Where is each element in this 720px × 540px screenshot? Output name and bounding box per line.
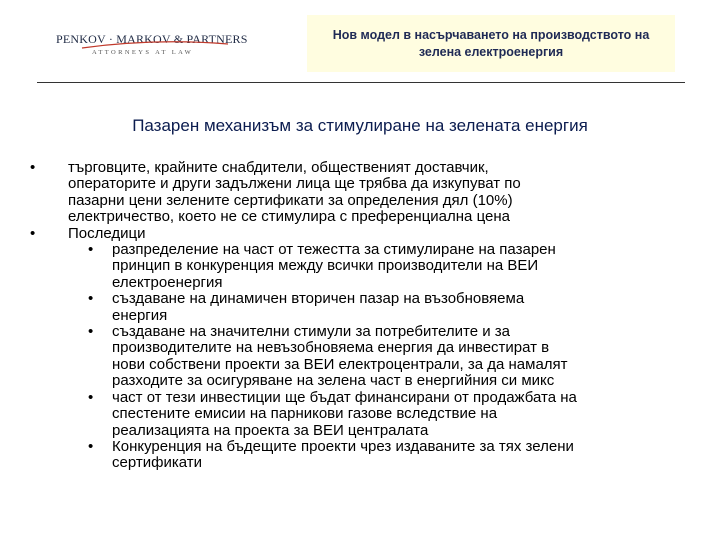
bullet-dot-icon: • <box>88 290 94 308</box>
sub-bullet-line: спестените емисии на парникови газове вследствие на <box>112 405 498 423</box>
sub-bullet-line: сертификати <box>112 454 202 472</box>
sub-bullet-line: нови собствени проекти за ВЕИ електроцентрали, за да намалят <box>112 355 568 373</box>
logo-name: PENKOV · MARKOV & PARTNERS <box>56 32 248 46</box>
sub-bullet-line: създаване на значителни стимули за потребителите и за <box>112 323 510 341</box>
bullet-line: пазарни цени зелените сертификати за определения дял (10%) <box>68 191 513 209</box>
header-banner <box>307 15 675 72</box>
sub-bullet-line: създаване на динамичен вторичен пазар на възобновяема <box>112 290 525 308</box>
bullet-item <box>28 226 688 242</box>
bullet-line: търговците, крайните снабдители, общественият доставчик, <box>68 159 489 176</box>
bullet-dot-icon: • <box>88 323 94 341</box>
sub-bullet-item <box>28 324 688 390</box>
logo-subtitle: ATTORNEYS AT LAW <box>92 49 194 56</box>
sub-bullet-line: Конкуренция на бъдещите проекти чрез издаваните за тях зелени <box>112 437 574 455</box>
company-logo <box>50 28 248 68</box>
sub-bullet-line: производителите на невъзобновяема енергия да инвестират в <box>112 339 550 357</box>
bullet-dot-icon: • <box>30 159 36 176</box>
sub-bullet-line: част от тези инвестиции ще бъдат финансирани от продажбата на <box>112 388 577 406</box>
sub-bullet-line: реализацията на проекта за ВЕИ централата <box>112 421 429 439</box>
bullet-item <box>28 160 688 226</box>
slide-content <box>28 160 688 472</box>
sub-bullet-item <box>28 390 688 439</box>
bullet-dot-icon: • <box>88 437 94 455</box>
sub-bullet-list <box>28 242 688 472</box>
header-divider <box>37 82 685 83</box>
bullet-dot-icon: • <box>88 241 94 259</box>
sub-bullet-line: разпределение на част от тежестта за стимулиране на пазарен <box>112 241 556 259</box>
bullet-dot-icon: • <box>30 224 36 242</box>
sub-bullet-item <box>28 242 688 291</box>
sub-bullet-line: принцип в конкуренция между всички производители на ВЕИ <box>112 257 539 275</box>
bullet-line: Последици <box>68 224 146 242</box>
bullet-dot-icon: • <box>88 388 94 406</box>
header-line-2: зелена електроенергия <box>418 44 564 59</box>
slide-title: Пазарен механизъм за стимулиране на зелената енергия <box>132 116 588 135</box>
bullet-line: операторите и други задължени лица ще трябва да изкупуват по <box>68 175 521 193</box>
sub-bullet-item <box>28 439 688 472</box>
sub-bullet-line: електроенергия <box>112 273 223 291</box>
header-line-1: Нов модел в насърчаването на производството на <box>332 27 650 42</box>
sub-bullet-line: енергия <box>112 306 168 324</box>
sub-bullet-line: разходите за осигуряване на зелена част в енергийния си микс <box>112 372 555 390</box>
sub-bullet-item <box>28 291 688 324</box>
bullet-line: електричество, което не се стимулира с преференциална цена <box>68 208 510 226</box>
